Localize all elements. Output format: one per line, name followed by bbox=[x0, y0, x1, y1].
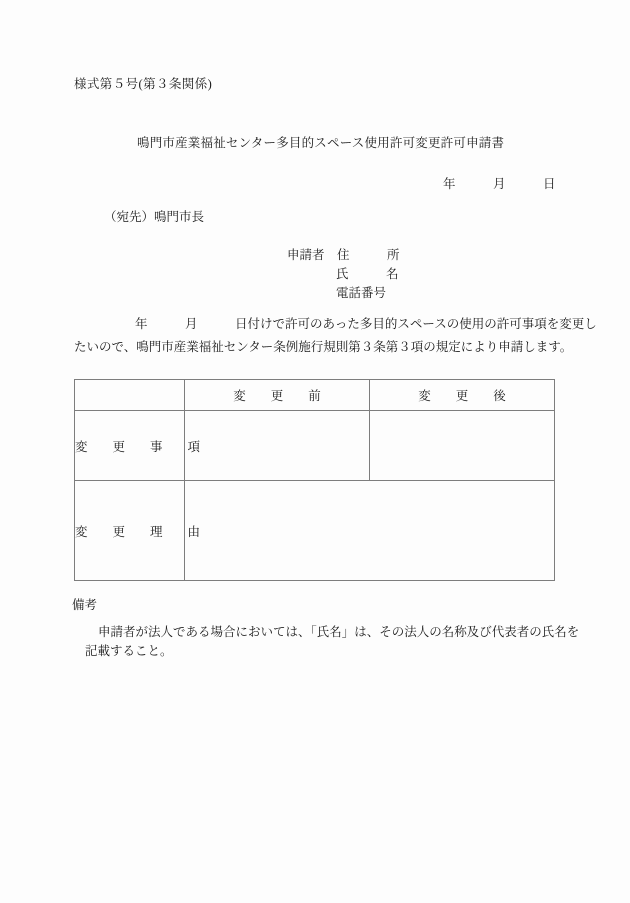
remarks-line-2: 記載すること。 bbox=[85, 643, 173, 658]
column-header-before: 変 更 前 bbox=[185, 380, 370, 411]
body-line-2: たいので、鳴門市産業福祉センター条例施行規則第３条第３項の規定により申請します。 bbox=[74, 339, 573, 354]
row-label-change-items: 変 更 事 項 bbox=[75, 411, 185, 481]
change-details-table bbox=[74, 379, 555, 581]
document-title: 鳴門市産業福祉センター多目的スペース使用許可変更許可申請書 bbox=[137, 136, 505, 150]
form-number: 様式第５号(第３条関係) bbox=[74, 77, 213, 91]
body-paragraph bbox=[74, 317, 597, 363]
table-row-change-items bbox=[75, 411, 555, 481]
body-line-1: 年 月 日付けで許可のあった多目的スペースの使用の許可事項を変更し bbox=[135, 317, 597, 331]
table-header-row bbox=[75, 380, 555, 411]
row-label-change-reason: 変 更 理 由 bbox=[75, 481, 185, 581]
column-header-after: 変 更 後 bbox=[370, 380, 555, 411]
date-field-line[interactable]: 年 月 日 bbox=[443, 177, 556, 191]
change-reason-input[interactable] bbox=[185, 481, 555, 581]
remarks-body bbox=[72, 623, 580, 662]
applicant-name-label[interactable]: 氏 名 bbox=[336, 267, 399, 281]
remarks-line-1: 申請者が法人である場合においては、「氏名」は、その法人の名称及び代表者の氏名を bbox=[98, 624, 580, 639]
applicant-phone-label[interactable]: 電話番号 bbox=[336, 286, 387, 300]
remarks-title: 備考 bbox=[72, 598, 98, 612]
remarks-section bbox=[72, 598, 580, 661]
applicant-address-label[interactable]: 申請者 住 所 bbox=[287, 248, 400, 262]
change-items-after-input[interactable] bbox=[370, 411, 555, 481]
table-corner-blank bbox=[75, 380, 185, 411]
applicant-block bbox=[287, 249, 400, 306]
table-row-change-reason bbox=[75, 481, 555, 581]
addressee-line: （宛先）鳴門市長 bbox=[104, 210, 205, 224]
change-items-before-input[interactable] bbox=[185, 411, 370, 481]
